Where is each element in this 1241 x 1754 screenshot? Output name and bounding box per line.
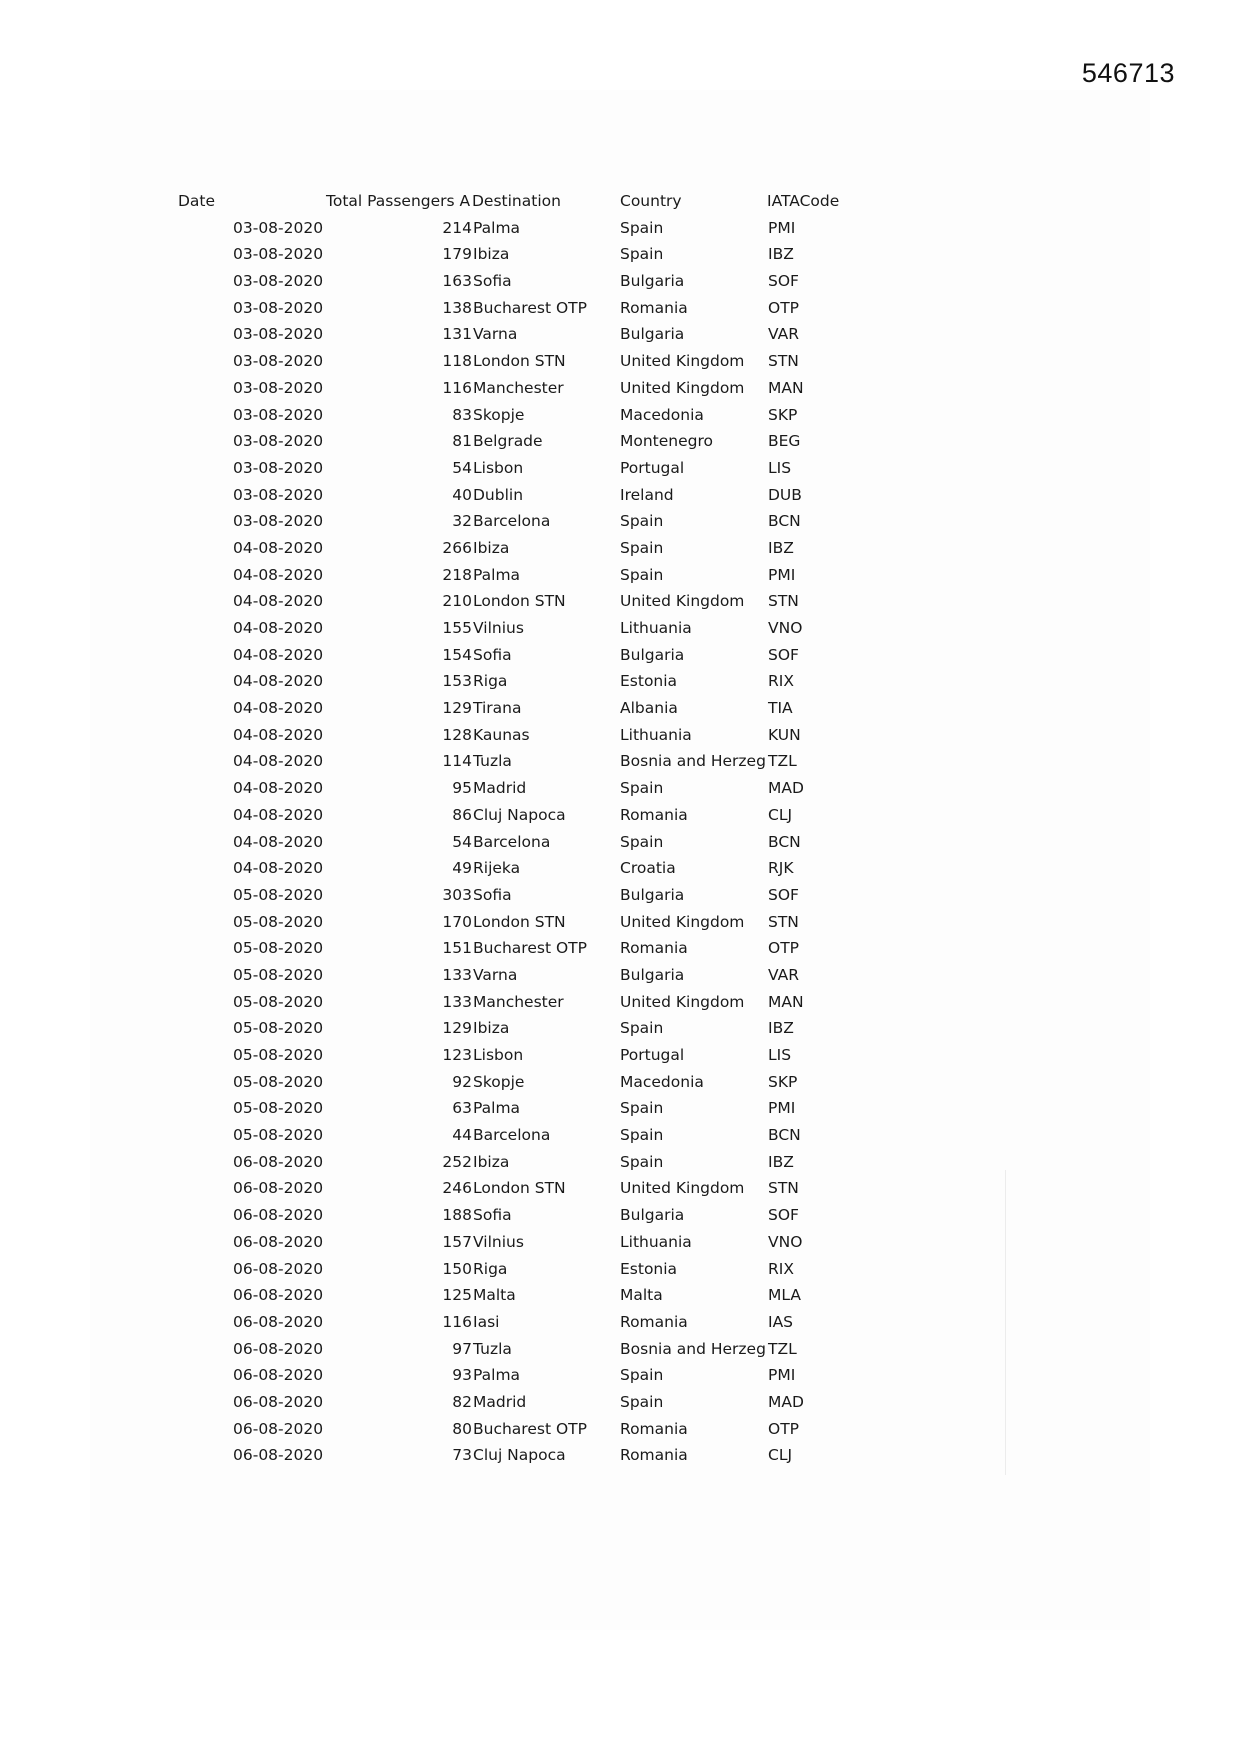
cell-country: Spain — [620, 832, 664, 851]
cell-total-passengers: 266 — [442, 538, 472, 557]
cell-country: Spain — [620, 779, 664, 798]
cell-destination: Varna — [473, 325, 518, 344]
cell-iata-code: MAD — [768, 1392, 804, 1411]
cell-destination: Barcelona — [473, 1126, 551, 1145]
cell-total-passengers: 54 — [452, 832, 472, 851]
table-row — [0, 1389, 1241, 1416]
cell-destination: Kaunas — [473, 725, 530, 744]
cell-iata-code: SKP — [768, 1072, 798, 1091]
cell-total-passengers: 151 — [442, 939, 472, 958]
cell-destination: Skopje — [473, 1072, 525, 1091]
cell-destination: Palma — [473, 218, 521, 237]
cell-iata-code: VAR — [768, 325, 799, 344]
cell-destination: Sofia — [473, 1206, 512, 1225]
table-row — [0, 535, 1241, 562]
table-row — [0, 1282, 1241, 1309]
cell-country: Portugal — [620, 1046, 685, 1064]
cell-date: 03-08-2020 — [233, 458, 324, 477]
cell-iata-code: LIS — [768, 1046, 792, 1064]
cell-destination: Cluj Napoca — [473, 1446, 566, 1465]
cell-iata-code: BCN — [768, 832, 801, 851]
cell-total-passengers: 63 — [452, 1099, 472, 1118]
table-row — [0, 1442, 1241, 1469]
cell-date: 06-08-2020 — [233, 1312, 324, 1331]
cell-total-passengers: 138 — [442, 298, 472, 317]
cell-destination: Iasi — [473, 1312, 500, 1331]
cell-date: 06-08-2020 — [233, 1339, 324, 1358]
cell-date: 03-08-2020 — [233, 432, 324, 451]
cell-destination: Bucharest OTP — [473, 1419, 587, 1438]
cell-total-passengers: 210 — [442, 592, 472, 611]
cell-date: 03-08-2020 — [233, 405, 324, 424]
cell-iata-code: TZL — [768, 752, 797, 771]
header-iata-code: IATACode — [767, 192, 840, 210]
cell-iata-code: CLJ — [768, 1446, 793, 1465]
cell-date: 04-08-2020 — [233, 565, 324, 584]
cell-destination: Manchester — [473, 992, 564, 1011]
cell-destination: Vilnius — [473, 619, 524, 637]
cell-total-passengers: 93 — [452, 1366, 472, 1385]
cell-destination: Sofia — [473, 272, 512, 291]
cell-country: Macedonia — [620, 405, 704, 424]
cell-destination: Skopje — [473, 405, 525, 424]
cell-date: 03-08-2020 — [233, 325, 324, 344]
cell-date: 06-08-2020 — [233, 1152, 324, 1171]
cell-country: Spain — [620, 1019, 664, 1038]
cell-total-passengers: 153 — [442, 672, 472, 691]
cell-destination: Barcelona — [473, 832, 551, 851]
cell-iata-code: RJK — [768, 859, 794, 878]
cell-total-passengers: 157 — [442, 1232, 472, 1251]
cell-iata-code: SOF — [768, 645, 799, 664]
cell-iata-code: CLJ — [768, 805, 793, 824]
cell-iata-code: MLA — [768, 1286, 801, 1305]
cell-country: Ireland — [620, 485, 674, 504]
cell-iata-code: STN — [768, 1179, 799, 1198]
cell-country: United Kingdom — [620, 352, 745, 371]
cell-destination: Ibiza — [473, 538, 510, 557]
cell-total-passengers: 73 — [452, 1446, 472, 1465]
table-row — [0, 1309, 1241, 1336]
cell-total-passengers: 188 — [442, 1206, 472, 1225]
cell-iata-code: IBZ — [768, 538, 794, 557]
table-row — [0, 855, 1241, 882]
cell-country: Romania — [620, 1446, 688, 1465]
cell-iata-code: SKP — [768, 405, 798, 424]
cell-destination: Ibiza — [473, 1152, 510, 1171]
cell-iata-code: IAS — [768, 1312, 794, 1331]
cell-country: Macedonia — [620, 1072, 704, 1091]
cell-total-passengers: 128 — [442, 725, 472, 744]
cell-date: 03-08-2020 — [233, 378, 324, 397]
cell-iata-code: TZL — [768, 1339, 797, 1358]
cell-country: Romania — [620, 1312, 688, 1331]
cell-date: 06-08-2020 — [233, 1446, 324, 1465]
cell-total-passengers: 129 — [442, 1019, 472, 1038]
table-row — [0, 829, 1241, 856]
cell-total-passengers: 179 — [442, 245, 472, 264]
cell-date: 04-08-2020 — [233, 592, 324, 611]
cell-total-passengers: 80 — [452, 1419, 472, 1438]
table-row — [0, 695, 1241, 722]
cell-country: Bulgaria — [620, 965, 685, 984]
cell-date: 06-08-2020 — [233, 1179, 324, 1198]
cell-date: 06-08-2020 — [233, 1232, 324, 1251]
table-row — [0, 215, 1241, 242]
table-row — [0, 482, 1241, 509]
table-row — [0, 562, 1241, 589]
cell-date: 04-08-2020 — [233, 752, 324, 771]
cell-destination: Bucharest OTP — [473, 298, 587, 317]
cell-destination: London STN — [473, 592, 566, 611]
cell-destination: Malta — [473, 1286, 516, 1305]
cell-date: 03-08-2020 — [233, 512, 324, 531]
cell-iata-code: RIX — [768, 1259, 794, 1278]
cell-country: Spain — [620, 1152, 664, 1171]
cell-country: Portugal — [620, 458, 685, 477]
cell-date: 03-08-2020 — [233, 298, 324, 317]
cell-total-passengers: 154 — [442, 645, 472, 664]
cell-destination: Palma — [473, 1099, 521, 1118]
cell-destination: Barcelona — [473, 512, 551, 531]
cell-total-passengers: 81 — [452, 432, 472, 451]
cell-date: 05-08-2020 — [233, 1099, 324, 1118]
cell-total-passengers: 114 — [442, 752, 472, 771]
cell-iata-code: IBZ — [768, 1019, 794, 1038]
cell-iata-code: KUN — [768, 725, 801, 744]
cell-date: 03-08-2020 — [233, 272, 324, 291]
cell-total-passengers: 97 — [452, 1339, 472, 1358]
cell-country: Spain — [620, 245, 664, 264]
cell-destination: Riga — [473, 672, 508, 691]
cell-date: 05-08-2020 — [233, 1126, 324, 1145]
table-row — [0, 1416, 1241, 1443]
cell-iata-code: IBZ — [768, 1152, 794, 1171]
table-row — [0, 748, 1241, 775]
cell-destination: Belgrade — [473, 432, 543, 451]
table-row — [0, 642, 1241, 669]
table-row — [0, 375, 1241, 402]
cell-total-passengers: 131 — [442, 325, 472, 344]
cell-date: 04-08-2020 — [233, 832, 324, 851]
cell-date: 06-08-2020 — [233, 1392, 324, 1411]
cell-country: Estonia — [620, 1259, 678, 1278]
table-row — [0, 455, 1241, 482]
cell-total-passengers: 218 — [442, 565, 472, 584]
cell-iata-code: MAD — [768, 779, 804, 798]
cell-country: Lithuania — [620, 1232, 692, 1251]
cell-total-passengers: 116 — [442, 1312, 472, 1331]
cell-country: Spain — [620, 538, 664, 557]
cell-date: 04-08-2020 — [233, 699, 324, 718]
cell-destination: Sofia — [473, 645, 512, 664]
table-row — [0, 1202, 1241, 1229]
cell-destination: Ibiza — [473, 245, 510, 264]
cell-country: Spain — [620, 1392, 664, 1411]
header-date: Date — [178, 192, 216, 210]
table-row — [0, 882, 1241, 909]
cell-iata-code: RIX — [768, 672, 794, 691]
table-row — [0, 1042, 1241, 1069]
cell-destination: Bucharest OTP — [473, 939, 587, 958]
table-row — [0, 615, 1241, 642]
cell-destination: Palma — [473, 565, 521, 584]
cell-total-passengers: 40 — [452, 485, 472, 504]
cell-total-passengers: 32 — [452, 512, 472, 531]
cell-iata-code: IBZ — [768, 245, 794, 264]
cell-date: 05-08-2020 — [233, 939, 324, 958]
cell-country: Albania — [620, 699, 678, 718]
cell-date: 06-08-2020 — [233, 1259, 324, 1278]
cell-iata-code: BCN — [768, 512, 801, 531]
passenger-table — [0, 188, 1241, 1469]
cell-total-passengers: 252 — [442, 1152, 472, 1171]
cell-destination: Vilnius — [473, 1232, 524, 1251]
cell-iata-code: VAR — [768, 965, 799, 984]
table-row — [0, 962, 1241, 989]
cell-country: Spain — [620, 565, 664, 584]
cell-total-passengers: 129 — [442, 699, 472, 718]
cell-iata-code: VNO — [768, 1232, 803, 1251]
cell-total-passengers: 86 — [452, 805, 472, 824]
cell-total-passengers: 92 — [452, 1072, 472, 1091]
table-row — [0, 1175, 1241, 1202]
cell-iata-code: OTP — [768, 298, 800, 317]
table-row — [0, 348, 1241, 375]
cell-destination: Riga — [473, 1259, 508, 1278]
table-row — [0, 668, 1241, 695]
cell-country: Romania — [620, 298, 688, 317]
cell-date: 04-08-2020 — [233, 538, 324, 557]
cell-country: Bulgaria — [620, 272, 685, 291]
cell-iata-code: DUB — [768, 485, 802, 504]
cell-iata-code: BEG — [768, 432, 801, 451]
cell-destination: Palma — [473, 1366, 521, 1385]
cell-iata-code: STN — [768, 352, 799, 371]
cell-country: Spain — [620, 1366, 664, 1385]
cell-iata-code: SOF — [768, 885, 799, 904]
header-destination: Destination — [472, 192, 561, 210]
table-row — [0, 241, 1241, 268]
cell-total-passengers: 83 — [452, 405, 472, 424]
cell-iata-code: MAN — [768, 378, 804, 397]
cell-destination: Rijeka — [473, 859, 521, 878]
table-row — [0, 295, 1241, 322]
table-row — [0, 1069, 1241, 1096]
table-row — [0, 989, 1241, 1016]
cell-total-passengers: 155 — [442, 619, 472, 637]
cell-iata-code: TIA — [768, 699, 793, 718]
cell-date: 03-08-2020 — [233, 352, 324, 371]
cell-total-passengers: 150 — [442, 1259, 472, 1278]
cell-date: 05-08-2020 — [233, 1046, 324, 1064]
table-row — [0, 1122, 1241, 1149]
cell-country: Romania — [620, 805, 688, 824]
cell-country: Montenegro — [620, 432, 714, 451]
cell-country: Estonia — [620, 672, 678, 691]
cell-date: 04-08-2020 — [233, 645, 324, 664]
cell-iata-code: OTP — [768, 939, 800, 958]
cell-date: 05-08-2020 — [233, 992, 324, 1011]
cell-country: Malta — [620, 1286, 663, 1305]
cell-total-passengers: 163 — [442, 272, 472, 291]
cell-destination: Varna — [473, 965, 518, 984]
cell-destination: Tirana — [473, 699, 522, 718]
table-row — [0, 1362, 1241, 1389]
cell-total-passengers: 82 — [452, 1392, 472, 1411]
cell-destination: London STN — [473, 352, 566, 371]
table-row — [0, 508, 1241, 535]
cell-country: Romania — [620, 939, 688, 958]
cell-total-passengers: 95 — [452, 779, 472, 798]
cell-date: 03-08-2020 — [233, 485, 324, 504]
cell-date: 04-08-2020 — [233, 672, 324, 691]
cell-destination: Madrid — [473, 779, 527, 798]
cell-date: 05-08-2020 — [233, 885, 324, 904]
cell-iata-code: LIS — [768, 458, 792, 477]
cell-country: Spain — [620, 1126, 664, 1145]
cell-country: Bulgaria — [620, 885, 685, 904]
cell-total-passengers: 246 — [442, 1179, 472, 1198]
header-total-passengers: Total Passengers A — [326, 192, 471, 210]
cell-date: 05-08-2020 — [233, 1019, 324, 1038]
cell-destination: Lisbon — [473, 1046, 524, 1064]
cell-iata-code: STN — [768, 592, 799, 611]
table-row — [0, 1095, 1241, 1122]
cell-total-passengers: 133 — [442, 992, 472, 1011]
cell-destination: London STN — [473, 912, 566, 931]
cell-country: Lithuania — [620, 725, 692, 744]
table-row — [0, 1336, 1241, 1363]
cell-total-passengers: 116 — [442, 378, 472, 397]
cell-iata-code: PMI — [768, 565, 796, 584]
table-row — [0, 428, 1241, 455]
cell-date: 05-08-2020 — [233, 965, 324, 984]
header-country: Country — [620, 192, 682, 210]
table-row — [0, 722, 1241, 749]
cell-country: Bosnia and Herzeg — [620, 1339, 766, 1358]
cell-country: Spain — [620, 1099, 664, 1118]
table-row — [0, 1015, 1241, 1042]
cell-country: United Kingdom — [620, 1179, 745, 1198]
cell-total-passengers: 133 — [442, 965, 472, 984]
table-row — [0, 802, 1241, 829]
cell-iata-code: PMI — [768, 1099, 796, 1118]
cell-country: Bulgaria — [620, 1206, 685, 1225]
cell-date: 06-08-2020 — [233, 1419, 324, 1438]
cell-country: Bulgaria — [620, 645, 685, 664]
cell-country: United Kingdom — [620, 912, 745, 931]
table-header-row — [0, 188, 1241, 215]
cell-country: Bulgaria — [620, 325, 685, 344]
cell-destination: Madrid — [473, 1392, 527, 1411]
cell-destination: Manchester — [473, 378, 564, 397]
cell-total-passengers: 123 — [442, 1046, 472, 1064]
table-row — [0, 1256, 1241, 1283]
cell-total-passengers: 170 — [442, 912, 472, 931]
cell-destination: Ibiza — [473, 1019, 510, 1038]
table-body — [0, 215, 1241, 1469]
cell-iata-code: SOF — [768, 1206, 799, 1225]
table-row — [0, 909, 1241, 936]
cell-destination: Sofia — [473, 885, 512, 904]
cell-date: 03-08-2020 — [233, 245, 324, 264]
cell-destination: Lisbon — [473, 458, 524, 477]
cell-iata-code: PMI — [768, 1366, 796, 1385]
cell-country: Spain — [620, 512, 664, 531]
cell-country: United Kingdom — [620, 592, 745, 611]
cell-total-passengers: 214 — [442, 218, 472, 237]
cell-destination: London STN — [473, 1179, 566, 1198]
cell-date: 04-08-2020 — [233, 805, 324, 824]
table-row — [0, 268, 1241, 295]
cell-country: Spain — [620, 218, 664, 237]
cell-iata-code: PMI — [768, 218, 796, 237]
cell-iata-code: SOF — [768, 272, 799, 291]
cell-destination: Tuzla — [473, 752, 512, 771]
cell-date: 05-08-2020 — [233, 1072, 324, 1091]
cell-date: 04-08-2020 — [233, 619, 324, 637]
table-row — [0, 775, 1241, 802]
cell-country: Lithuania — [620, 619, 692, 637]
cell-date: 05-08-2020 — [233, 912, 324, 931]
cell-destination: Cluj Napoca — [473, 805, 566, 824]
cell-total-passengers: 44 — [452, 1126, 472, 1145]
cell-date: 06-08-2020 — [233, 1206, 324, 1225]
cell-total-passengers: 54 — [452, 458, 472, 477]
table-row — [0, 588, 1241, 615]
table-row — [0, 402, 1241, 429]
table-row — [0, 321, 1241, 348]
cell-iata-code: OTP — [768, 1419, 800, 1438]
cell-total-passengers: 118 — [442, 352, 472, 371]
cell-country: Bosnia and Herzeg — [620, 752, 766, 771]
cell-destination: Tuzla — [473, 1339, 512, 1358]
table-row — [0, 1149, 1241, 1176]
cell-country: United Kingdom — [620, 378, 745, 397]
cell-iata-code: MAN — [768, 992, 804, 1011]
cell-total-passengers: 125 — [442, 1286, 472, 1305]
cell-iata-code: STN — [768, 912, 799, 931]
cell-date: 06-08-2020 — [233, 1286, 324, 1305]
cell-iata-code: BCN — [768, 1126, 801, 1145]
cell-country: Romania — [620, 1419, 688, 1438]
cell-date: 04-08-2020 — [233, 859, 324, 878]
cell-date: 06-08-2020 — [233, 1366, 324, 1385]
cell-total-passengers: 303 — [442, 885, 472, 904]
cell-iata-code: VNO — [768, 619, 803, 637]
cell-date: 04-08-2020 — [233, 779, 324, 798]
table-row — [0, 1229, 1241, 1256]
cell-date: 04-08-2020 — [233, 725, 324, 744]
cell-date: 03-08-2020 — [233, 218, 324, 237]
cell-country: United Kingdom — [620, 992, 745, 1011]
cell-country: Croatia — [620, 859, 676, 878]
table-row — [0, 935, 1241, 962]
document-number: 546713 — [1081, 58, 1175, 88]
cell-total-passengers: 49 — [452, 859, 472, 878]
cell-destination: Dublin — [473, 485, 524, 504]
